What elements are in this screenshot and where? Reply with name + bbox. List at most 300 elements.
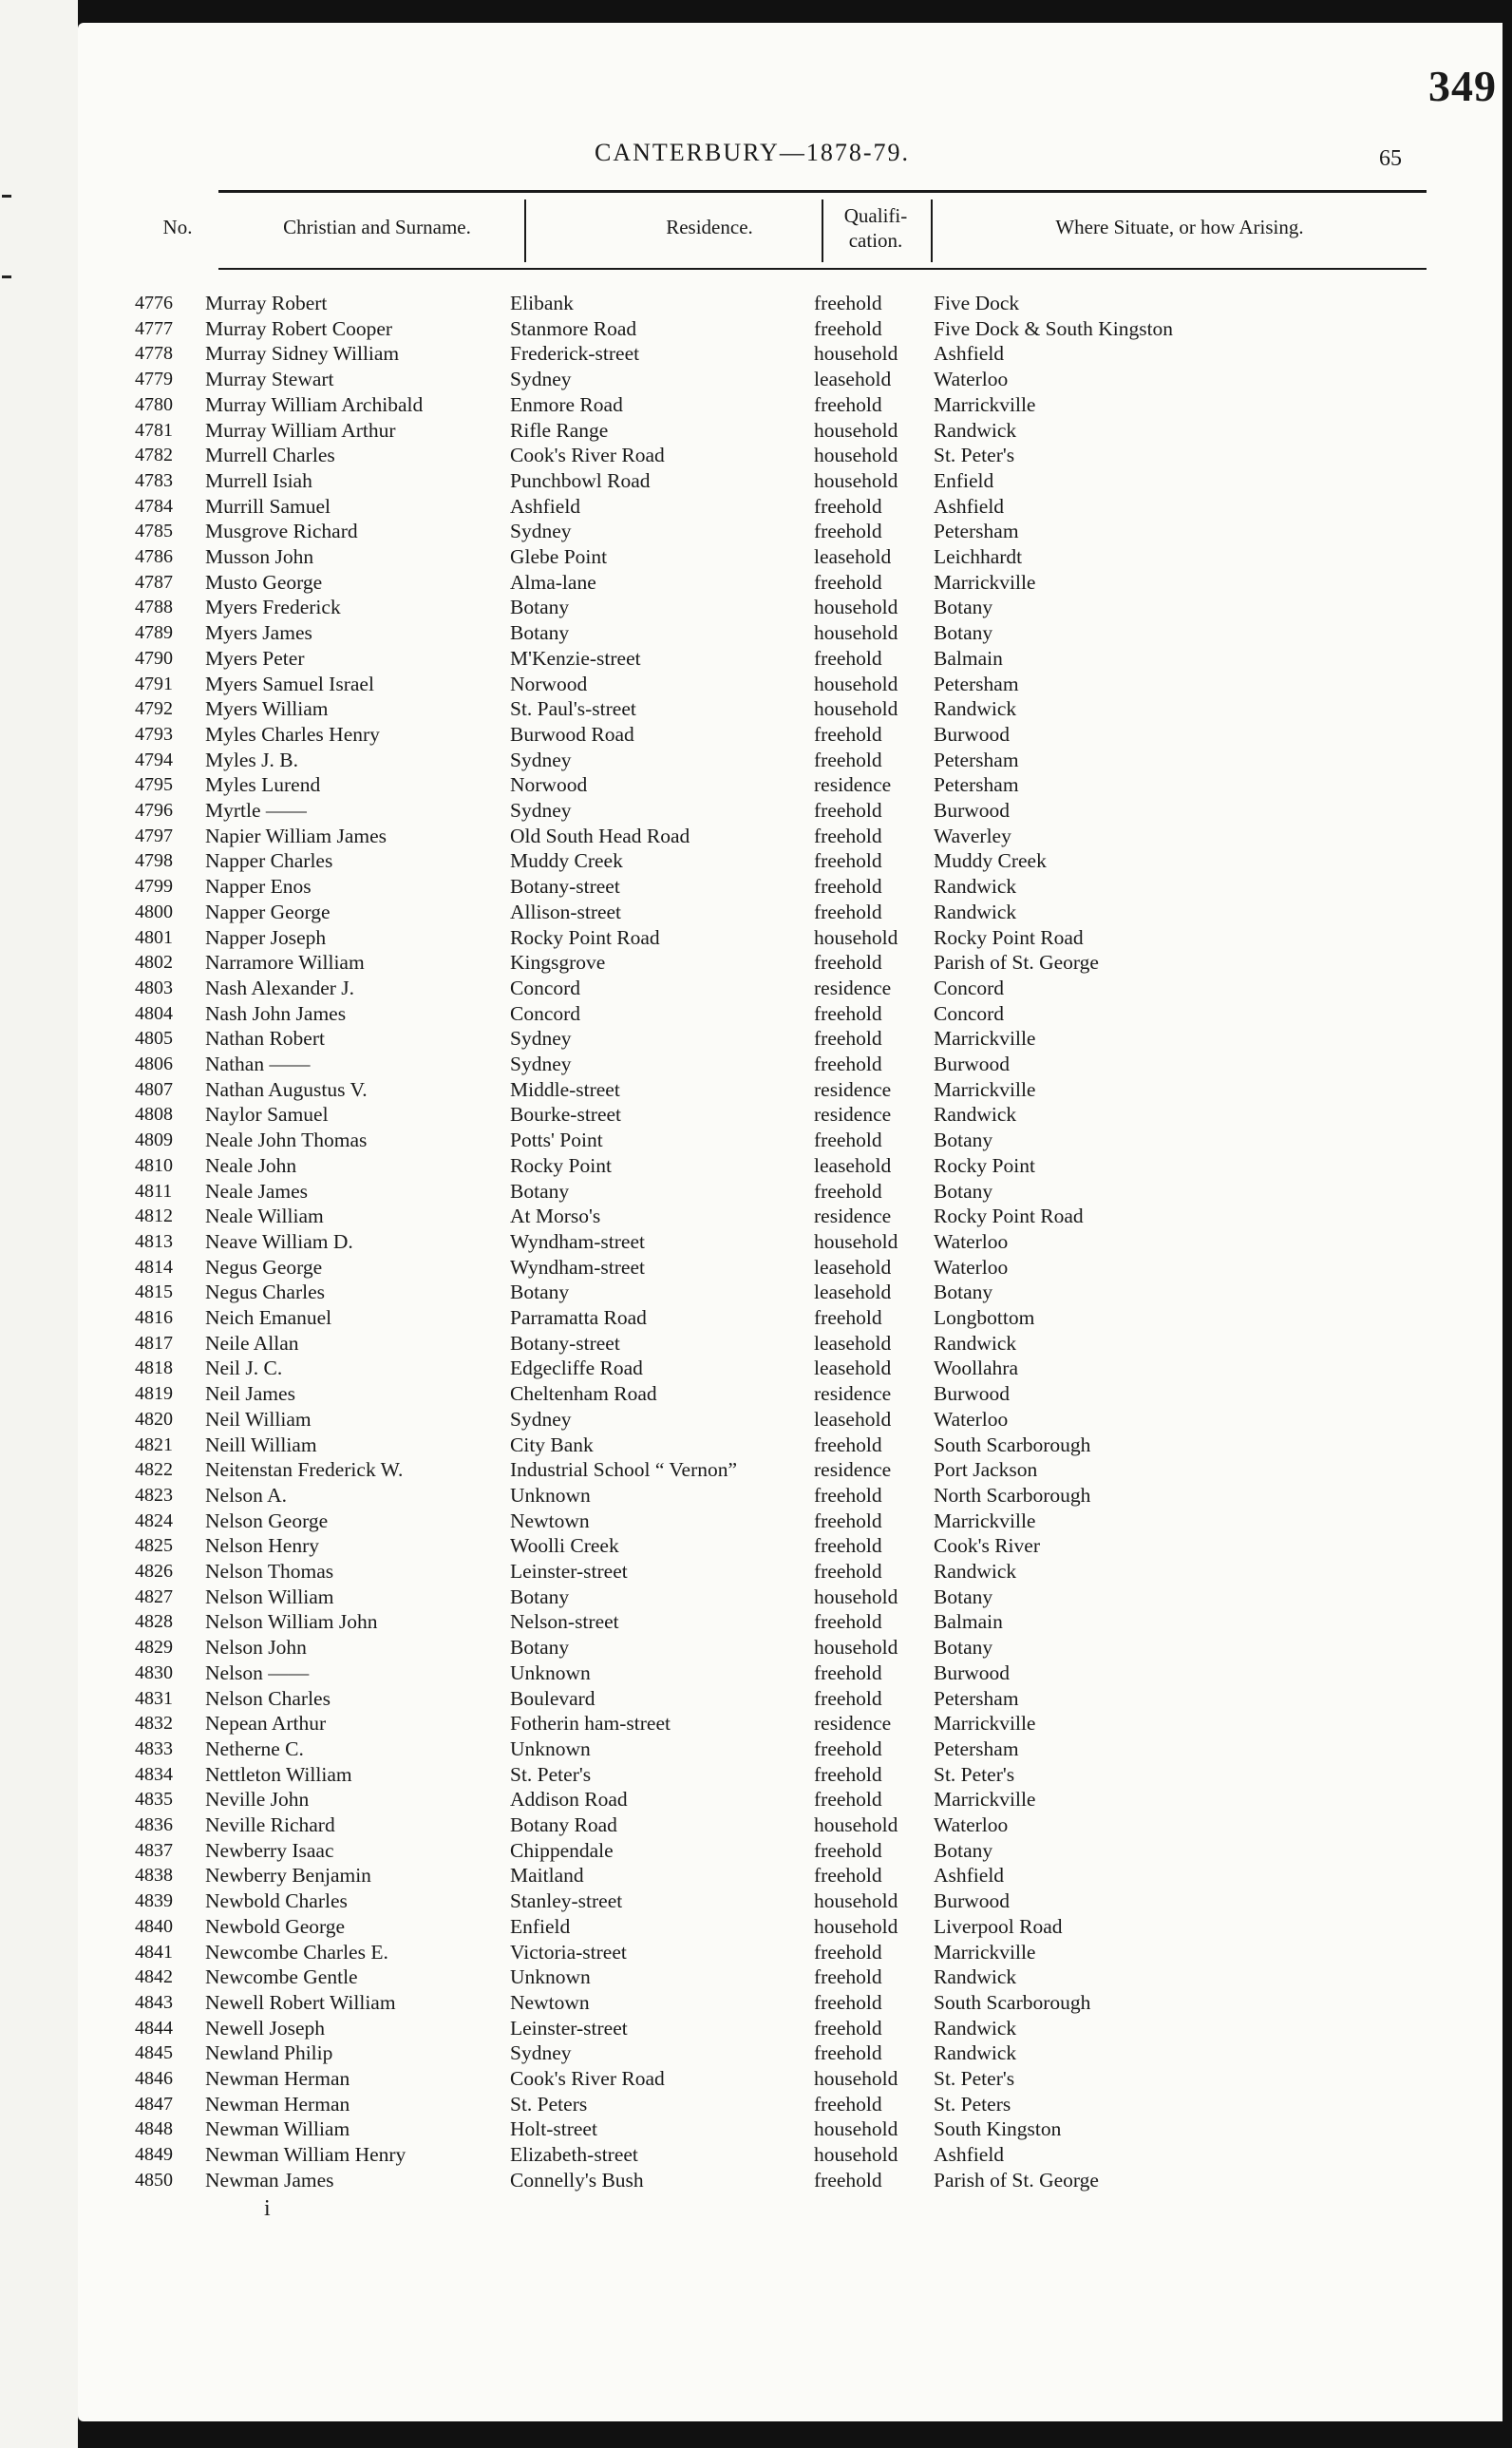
entry-number: 4819: [135, 1383, 173, 1405]
where-situate: Botany: [934, 596, 993, 619]
qualification: freehold: [814, 1027, 882, 1051]
residence: Enfield: [510, 1914, 571, 1938]
table-row: [78, 1762, 1503, 1788]
qualification: household: [814, 2067, 898, 2090]
qualification: freehold: [814, 570, 882, 594]
entry-number: 4779: [135, 369, 173, 390]
qualification: freehold: [814, 1660, 882, 1684]
where-situate: Randwick: [934, 1560, 1017, 1583]
residence: Rifle Range: [510, 418, 609, 442]
voter-name: Narramore William: [205, 951, 365, 975]
qualification: household: [814, 2143, 898, 2167]
qualification: freehold: [814, 900, 882, 923]
table-row: [78, 2092, 1503, 2117]
residence: Botany: [510, 1281, 570, 1304]
voter-name: Newberry Isaac: [205, 1838, 334, 1862]
qualification: freehold: [814, 1762, 882, 1786]
voter-name: Neil James: [205, 1382, 295, 1406]
residence: Rocky Point: [510, 1153, 612, 1177]
voter-name: Myles J. B.: [205, 748, 298, 771]
qualification: freehold: [814, 1736, 882, 1760]
residence: Stanley-street: [510, 1889, 623, 1913]
where-situate: Randwick: [934, 875, 1017, 899]
entry-number: 4798: [135, 850, 173, 872]
where-situate: Botany: [934, 1636, 993, 1660]
entry-number: 4780: [135, 393, 173, 415]
residence: Cook's River Road: [510, 444, 665, 467]
qualification: leasehold: [814, 1281, 892, 1304]
entry-number: 4790: [135, 647, 173, 669]
column-header-name: Christian and Surname.: [283, 216, 471, 238]
residence: Nelson-street: [510, 1610, 619, 1634]
qualification: household: [814, 444, 898, 467]
table-row: [78, 824, 1503, 849]
where-situate: Concord: [934, 1001, 1005, 1025]
entry-number: 4813: [135, 1230, 173, 1252]
column-header-residence: Residence.: [666, 216, 753, 238]
entry-number: 4822: [135, 1459, 173, 1481]
entry-number: 4803: [135, 977, 173, 998]
qualification: household: [814, 697, 898, 721]
table-row: [78, 494, 1503, 520]
voter-name: Murray Robert Cooper: [205, 316, 393, 340]
voter-name: Musto George: [205, 570, 323, 594]
entry-number: 4817: [135, 1332, 173, 1354]
qualification: freehold: [814, 748, 882, 771]
where-situate: St. Peter's: [934, 1762, 1015, 1786]
where-situate: Burwood: [934, 1382, 1011, 1406]
entry-number: 4834: [135, 1763, 173, 1785]
table-row: [78, 2016, 1503, 2041]
residence: Fotherin ham-street: [510, 1712, 671, 1736]
where-situate: Cook's River: [934, 1534, 1040, 1558]
voter-name: Newbold Charles: [205, 1889, 348, 1913]
voter-name: Nathan ——: [205, 1053, 311, 1075]
residence: Leinster-street: [510, 1560, 628, 1583]
voter-name: Neitenstan Frederick W.: [205, 1458, 404, 1482]
residence: Botany Road: [510, 1813, 617, 1836]
voter-name: Neale James: [205, 1179, 309, 1203]
table-row: [78, 2116, 1503, 2142]
entry-number: 4812: [135, 1205, 173, 1227]
entry-number: 4804: [135, 1002, 173, 1024]
table-row: [78, 1990, 1503, 2016]
table-row: [78, 1711, 1503, 1736]
table-row: [78, 316, 1503, 342]
qualification: freehold: [814, 799, 882, 822]
voter-name: Myers Samuel Israel: [205, 672, 374, 695]
table-row: [78, 2142, 1503, 2168]
residence: Botany: [510, 596, 570, 619]
residence: Cheltenham Road: [510, 1382, 657, 1406]
table-row: [78, 1457, 1503, 1483]
where-situate: Petersham: [934, 672, 1019, 695]
table-row: [78, 2168, 1503, 2193]
entry-number: 4845: [135, 2042, 173, 2064]
where-situate: Burwood: [934, 799, 1011, 822]
where-situate: Burwood: [934, 722, 1011, 746]
qualification: household: [814, 2117, 898, 2141]
edge-mark: [2, 275, 11, 278]
table-row: [78, 341, 1503, 367]
residence: Boulevard: [510, 1686, 595, 1710]
entry-number: 4850: [135, 2169, 173, 2191]
residence: Kingsgrove: [510, 951, 606, 975]
entry-number: 4827: [135, 1585, 173, 1607]
where-situate: Randwick: [934, 1103, 1017, 1127]
residence: Botany: [510, 621, 570, 645]
page-gutter: [0, 0, 78, 2448]
where-situate: Randwick: [934, 1965, 1017, 1989]
qualification: household: [814, 342, 898, 366]
voter-name: Neile Allan: [205, 1331, 299, 1355]
entry-number: 4823: [135, 1484, 173, 1506]
header-rule-bottom: [218, 268, 1427, 270]
voter-name: Newland Philip: [205, 2041, 333, 2065]
table-row: [78, 1533, 1503, 1559]
where-situate: Leichhardt: [934, 545, 1023, 568]
residence: St. Peters: [510, 2092, 588, 2116]
residence: Botany: [510, 1179, 570, 1203]
residence: Concord: [510, 1001, 581, 1025]
where-situate: Burwood: [934, 1889, 1011, 1913]
table-row: [78, 1838, 1503, 1864]
where-situate: Ashfield: [934, 494, 1005, 518]
residence: Victoria-street: [510, 1940, 627, 1964]
voter-name: Neil J. C.: [205, 1357, 283, 1380]
voter-name: Neich Emanuel: [205, 1306, 332, 1329]
entry-number: 4849: [135, 2144, 173, 2166]
table-row: [78, 392, 1503, 418]
residence: Sydney: [510, 1407, 572, 1431]
entry-number: 4825: [135, 1535, 173, 1557]
qualification: freehold: [814, 2041, 882, 2065]
entry-number: 4838: [135, 1865, 173, 1887]
entry-number: 4786: [135, 546, 173, 567]
table-row: [78, 722, 1503, 748]
where-situate: Parish of St. George: [934, 2168, 1099, 2192]
qualification: household: [814, 925, 898, 949]
table-row: [78, 950, 1503, 976]
entry-number: 4829: [135, 1637, 173, 1659]
residence: Concord: [510, 976, 581, 999]
entry-number: 4785: [135, 521, 173, 542]
voter-name: Neale John Thomas: [205, 1129, 368, 1152]
voter-name: Murray Stewart: [205, 368, 334, 391]
table-row: [78, 925, 1503, 951]
qualification: freehold: [814, 824, 882, 847]
voter-name: Myers Peter: [205, 646, 305, 670]
voter-name: Newcombe Gentle: [205, 1965, 358, 1989]
entry-number: 4800: [135, 901, 173, 922]
table-row: [78, 544, 1503, 570]
column-header-no: No.: [162, 216, 193, 238]
voter-name: Neville John: [205, 1788, 310, 1812]
voter-name: Newman Herman: [205, 2067, 350, 2090]
footer-mark: i: [264, 2196, 271, 2221]
table-row: [78, 646, 1503, 672]
table-row: [78, 1356, 1503, 1381]
column-header-where: Where Situate, or how Arising.: [1055, 216, 1304, 238]
residence: Sydney: [510, 1027, 572, 1051]
voter-name: Netherne C.: [205, 1736, 304, 1760]
voter-name: Murrell Charles: [205, 444, 335, 467]
voter-name: Nelson Charles: [205, 1686, 331, 1710]
voter-name: Napper Charles: [205, 849, 333, 873]
qualification: freehold: [814, 2092, 882, 2116]
voter-name: Newman James: [205, 2168, 334, 2192]
table-row: [78, 1509, 1503, 1534]
table-row: [78, 1787, 1503, 1812]
residence: Unknown: [510, 1483, 591, 1507]
edge-mark: [2, 195, 11, 198]
residence: Elibank: [510, 292, 574, 314]
residence: Cook's River Road: [510, 2067, 665, 2090]
qualification: freehold: [814, 1306, 882, 1329]
voter-name: Neave William D.: [205, 1229, 353, 1253]
voter-name: Nash John James: [205, 1001, 347, 1025]
residence: Potts' Point: [510, 1129, 603, 1152]
residence: Sydney: [510, 368, 572, 391]
where-situate: Waverley: [934, 824, 1011, 847]
qualification: freehold: [814, 646, 882, 670]
table-row: [78, 1433, 1503, 1458]
residence: Holt-street: [510, 2117, 597, 2141]
qualification: household: [814, 621, 898, 645]
where-situate: Enfield: [934, 468, 994, 492]
entry-number: 4836: [135, 1814, 173, 1835]
residence: Enmore Road: [510, 392, 623, 416]
entry-number: 4810: [135, 1154, 173, 1176]
table-row: [78, 874, 1503, 900]
voter-name: Newell Robert William: [205, 1990, 396, 2014]
where-situate: Randwick: [934, 418, 1017, 442]
residence: Unknown: [510, 1736, 591, 1760]
table-row: [78, 1559, 1503, 1585]
entry-number: 4794: [135, 749, 173, 770]
table-row: [78, 1255, 1503, 1281]
where-situate: Randwick: [934, 697, 1017, 721]
table-row: [78, 798, 1503, 824]
qualification: household: [814, 468, 898, 492]
where-situate: Marrickville: [934, 1509, 1036, 1532]
qualification: residence: [814, 1382, 892, 1406]
voter-name: Nelson John: [205, 1636, 307, 1660]
qualification: leasehold: [814, 1357, 892, 1380]
residence: City Bank: [510, 1433, 594, 1456]
voter-name: Myrtle ——: [205, 799, 307, 822]
entry-number: 4835: [135, 1789, 173, 1811]
entry-number: 4809: [135, 1129, 173, 1151]
table-row: [78, 1609, 1503, 1635]
table-row: [78, 2066, 1503, 2092]
entry-number: 4831: [135, 1687, 173, 1709]
residence: Alma-lane: [510, 570, 596, 594]
qualification: freehold: [814, 1509, 882, 1532]
voter-name: Murrill Samuel: [205, 494, 331, 518]
entry-number: 4805: [135, 1028, 173, 1050]
entry-number: 4808: [135, 1104, 173, 1126]
where-situate: Marrickville: [934, 1788, 1036, 1812]
table-row: [78, 1407, 1503, 1433]
qualification: household: [814, 1813, 898, 1836]
residence: Sydney: [510, 2041, 572, 2065]
where-situate: Rocky Point Road: [934, 1205, 1084, 1228]
qualification: leasehold: [814, 1407, 892, 1431]
where-situate: Burwood: [934, 1660, 1011, 1684]
where-situate: Five Dock: [934, 292, 1020, 314]
voter-name: Nepean Arthur: [205, 1712, 327, 1736]
where-situate: St. Peter's: [934, 444, 1015, 467]
table-row: [78, 900, 1503, 925]
entry-number: 4842: [135, 1966, 173, 1988]
voter-name: Musson John: [205, 545, 314, 568]
table-row: [78, 1001, 1503, 1027]
voter-name: Newell Joseph: [205, 2016, 325, 2040]
residence: Wyndham-street: [510, 1229, 645, 1253]
table-row: [78, 1863, 1503, 1888]
residence: Woolli Creek: [510, 1534, 619, 1558]
voter-name: Napper Enos: [205, 875, 312, 899]
qualification: freehold: [814, 316, 882, 340]
where-situate: Waterloo: [934, 1229, 1009, 1253]
residence: Unknown: [510, 1660, 591, 1684]
qualification: residence: [814, 1712, 892, 1736]
column-divider: [931, 199, 933, 262]
qualification: household: [814, 1889, 898, 1913]
residence: Elizabeth-street: [510, 2143, 638, 2167]
entry-number: 4824: [135, 1509, 173, 1531]
qualification: freehold: [814, 1965, 882, 1989]
residence: Leinster-street: [510, 2016, 628, 2040]
entry-number: 4841: [135, 1941, 173, 1963]
voter-name: Neville Richard: [205, 1813, 335, 1836]
entry-number: 4846: [135, 2068, 173, 2089]
where-situate: Botany: [934, 1281, 993, 1304]
table-row: [78, 1077, 1503, 1103]
voter-name: Myles Charles Henry: [205, 722, 380, 746]
table-row: [78, 1585, 1503, 1610]
residence: Newtown: [510, 1990, 590, 2014]
qualification: freehold: [814, 1534, 882, 1558]
entry-number: 4832: [135, 1713, 173, 1735]
qualification-header-line2: cation.: [848, 229, 903, 252]
table-row: [78, 672, 1503, 697]
entry-number: 4839: [135, 1890, 173, 1912]
residence: Botany-street: [510, 875, 620, 899]
where-situate: Petersham: [934, 520, 1019, 543]
table-row: [78, 1812, 1503, 1838]
header-rule-top: [218, 190, 1427, 193]
voter-name: Murrell Isiah: [205, 468, 312, 492]
entry-number: 4801: [135, 926, 173, 948]
qualification: household: [814, 1636, 898, 1660]
where-situate: Petersham: [934, 748, 1019, 771]
voter-name: Newman Herman: [205, 2092, 350, 2116]
where-situate: Ashfield: [934, 342, 1005, 366]
where-situate: Marrickville: [934, 1027, 1036, 1051]
where-situate: Waterloo: [934, 1813, 1009, 1836]
entry-number: 4844: [135, 2017, 173, 2039]
entry-number: 4795: [135, 774, 173, 796]
table-row: [78, 367, 1503, 392]
table-row: [78, 1052, 1503, 1077]
voter-name: Naylor Samuel: [205, 1103, 329, 1127]
column-header-qualification: [823, 203, 928, 253]
entry-number: 4789: [135, 622, 173, 644]
qualification: freehold: [814, 1483, 882, 1507]
where-situate: Concord: [934, 976, 1005, 999]
where-situate: Botany: [934, 1179, 993, 1203]
residence: Allison-street: [510, 900, 622, 923]
voter-name: Newcombe Charles E.: [205, 1940, 388, 1964]
table-row: [78, 291, 1503, 316]
residence: Sydney: [510, 799, 572, 822]
qualification: residence: [814, 1103, 892, 1127]
qualification: freehold: [814, 1179, 882, 1203]
qualification: freehold: [814, 494, 882, 518]
voter-name: Negus Charles: [205, 1281, 325, 1304]
table-row: [78, 848, 1503, 874]
table-row: [78, 443, 1503, 468]
table-row: [78, 1331, 1503, 1357]
qualification: freehold: [814, 1053, 882, 1075]
residence: Rocky Point Road: [510, 925, 660, 949]
table-row: [78, 1660, 1503, 1686]
where-situate: Randwick: [934, 1331, 1017, 1355]
residence: Parramatta Road: [510, 1306, 647, 1329]
table-row: [78, 1940, 1503, 1965]
voter-name: Neil William: [205, 1407, 312, 1431]
voter-name: Musgrove Richard: [205, 520, 358, 543]
voter-name: Nelson William: [205, 1585, 334, 1608]
voter-name: Murray Sidney William: [205, 342, 400, 366]
voter-name: Nathan Robert: [205, 1027, 325, 1051]
residence: Norwood: [510, 773, 588, 797]
where-situate: Balmain: [934, 1610, 1003, 1634]
residence: Ashfield: [510, 494, 581, 518]
entry-number: 4802: [135, 952, 173, 974]
where-situate: Botany: [934, 1129, 993, 1152]
entry-number: 4837: [135, 1839, 173, 1861]
where-situate: Marrickville: [934, 570, 1036, 594]
residence: Connelly's Bush: [510, 2168, 644, 2192]
qualification: leasehold: [814, 368, 892, 391]
voter-name: Nathan Augustus V.: [205, 1077, 368, 1101]
table-row: [78, 772, 1503, 798]
qualification: household: [814, 672, 898, 695]
entry-number: 4781: [135, 419, 173, 441]
entry-number: 4776: [135, 293, 173, 313]
residence: Chippendale: [510, 1838, 614, 1862]
qualification: freehold: [814, 1001, 882, 1025]
voter-name: Nelson Henry: [205, 1534, 320, 1558]
voter-name: Neill William: [205, 1433, 317, 1456]
entry-number: 4806: [135, 1053, 173, 1074]
where-situate: Marrickville: [934, 392, 1036, 416]
where-situate: Rocky Point: [934, 1153, 1035, 1177]
table-row: [78, 1179, 1503, 1205]
table-row: [78, 1914, 1503, 1940]
table-row: [78, 468, 1503, 494]
entry-number: 4828: [135, 1611, 173, 1633]
residence: M'Kenzie-street: [510, 646, 641, 670]
voter-name: Napper Joseph: [205, 925, 327, 949]
where-situate: Ashfield: [934, 1864, 1005, 1888]
entry-number: 4777: [135, 317, 173, 339]
qualification-header-line1: Qualifi-: [843, 204, 908, 227]
residence: Botany: [510, 1585, 570, 1608]
